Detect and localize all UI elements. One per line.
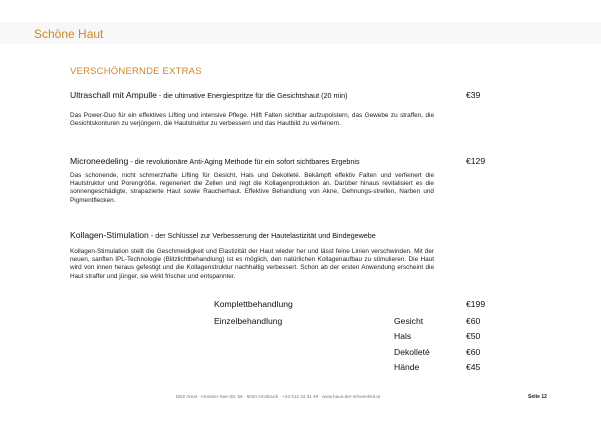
area-label: Gesicht: [394, 316, 424, 326]
area-price: €60: [466, 316, 481, 326]
section-title: VERSCHÖNERNDE EXTRAS: [70, 66, 202, 77]
treatment-name: Microneedeling: [70, 156, 129, 166]
complete-treatment-label: Komplettbehandlung: [214, 299, 293, 309]
treatment-name: Ultraschall mit Ampulle: [70, 90, 157, 100]
treatment-subtitle: - die revolutionäre Anti-Aging Methode für ein sofort sichtbares Ergebnis: [128, 157, 360, 166]
single-treatment-label: Einzelbehandlung: [214, 316, 283, 326]
area-label: Dekolleté: [394, 347, 430, 357]
area-label: Hände: [394, 362, 420, 372]
treatment-description: Kollagen-Stimulation stellt die Geschmeidigkeit und Elastizität der Haut wieder her und lässt feine Linien verschwinden. Mit der neuen, sanften IPL-Technologie (Blitzlichtbehandlung) ist es möglich, den natürlichen Kollagenaufbau zu stimulieren. Die Haut wird von innen heraus gefestigt und die Kollagenstruktur nachhaltig verbessert. Schon ab der ersten Anwendung erscheint die Haut straffer und jünger, sie wirkt frischer und entspannter.: [70, 248, 434, 280]
treatment-name: Kollagen-Stimulation: [70, 230, 149, 240]
area-price: €45: [466, 362, 481, 372]
area-price: €60: [466, 347, 481, 357]
treatment-subtitle: - die ultimative Energiespritze für die Gesichtshaut (20 min): [156, 91, 348, 100]
treatment-title: [70, 90, 347, 100]
treatment-description: Das Power-Duo für ein effektives Lifting und intensive Pflege. Hilft Falten sichtbar aufzupolstern, das Gewebe zu straffen, die Gesichtskonturen zu verjüngern, die Hautstruktur zu verbessern und das Hautbild zu verfeinern.: [70, 112, 434, 128]
treatment-description: Das schonende, nicht schmerzhafte Lifting für Gesicht, Hals und Dekolleté. Bekämpft effektiv Falten und verfeinert die Hautstruktur und Porengröße, regeneriert die Zellen und regt die Kollagenproduktion an. Darüber hinaus revitalisiert es die sonnengeschädigte, strapazierte Haut sowie Raucherhaut. Effektive Behandlung von Akne, Dehnungs-streifen, Narben und Pigmentflecken.: [70, 172, 434, 204]
complete-treatment-price: €199: [466, 299, 486, 309]
page-number: Seite 12: [528, 394, 547, 400]
treatment-title: [70, 230, 376, 240]
footer-address: DEZ Areal · Amraser-See-Str. 56 · 6020 Innsbruck · +43 512 34 31 49 · www.haus-der-schoenheit.at: [176, 394, 381, 399]
area-label: Hals: [394, 331, 412, 341]
treatment-price: €39: [466, 90, 481, 100]
treatment-title: [70, 156, 360, 166]
treatment-subtitle: - der Schlüssel zur Verbesserung der Hautelastizität und Bindegewebe: [148, 231, 376, 240]
page-brand-title: Schöne Haut: [34, 27, 104, 41]
area-price: €50: [466, 331, 481, 341]
treatment-price: €129: [466, 156, 486, 166]
